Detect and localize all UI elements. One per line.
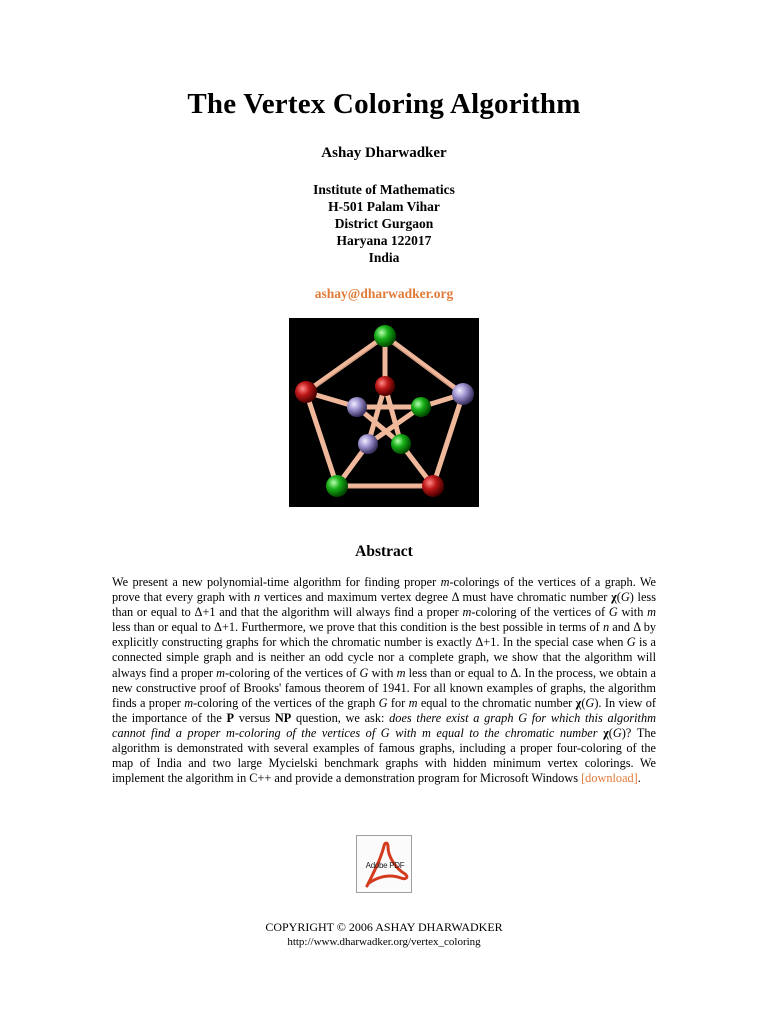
author-name: Ashay Dharwadker — [321, 145, 447, 161]
affiliation-line: Haryana 122017 — [336, 233, 432, 248]
vertex-node — [411, 397, 431, 417]
petersen-graph-figure — [289, 318, 479, 507]
copyright-notice: COPYRIGHT © 2006 ASHAY DHARWADKER — [265, 920, 503, 934]
download-link[interactable]: [download] — [581, 771, 638, 786]
vertex-node — [422, 475, 444, 497]
author-email-link[interactable]: ashay@dharwadker.org — [314, 286, 454, 301]
vertex-node — [452, 383, 474, 405]
adobe-pdf-button[interactable] — [356, 835, 412, 893]
affiliation-line: India — [368, 250, 400, 265]
affiliation-block — [0, 181, 768, 266]
affiliation-line: Institute of Mathematics — [313, 182, 455, 197]
vertex-node — [375, 376, 395, 396]
graph-edges — [306, 336, 463, 486]
paper-url-link[interactable]: http://www.dharwadker.org/vertex_coloring — [287, 936, 481, 948]
vertex-node — [326, 475, 348, 497]
vertex-node — [374, 325, 396, 347]
abstract-heading: Abstract — [355, 543, 413, 560]
vertex-node — [295, 381, 317, 403]
vertex-node — [347, 397, 367, 417]
abstract-body: We present a new polynomial-time algorithm for finding proper m-colorings of the vertices of a graph. We prove that every graph with n vertices and maximum vertex degree Δ must have chromatic number χ(G) less than or equal to Δ+1 and that the algorithm will always find a proper m-coloring of the vertices of G with m less than or equal to Δ+1. Furthermore, we prove that this condition is the best possible in terms of n and Δ by explicitly constructing graphs for which the chromatic number is exactly Δ+1. In the special case when G is a connected simple graph and is neither an odd cycle nor a complete graph, we show that the algorithm will always find a proper m-coloring of the vertices of G with m less than or equal to Δ. In the process, we obtain a new constructive proof of Brooks' famous theorem of 1941. For all known examples of graphs, the algorithm finds a proper m-coloring of the vertices of the graph G for m equal to the chromatic number χ(G). In view of the importance of the P versus NP question, we ask: does there exist a graph G for which this algorithm cannot find a proper m-coloring of the vertices of G with m equal to the chromatic number χ(G)? The algorithm is demonstrated with several examples of famous graphs, including a proper four-coloring of the map of India and two large Mycielski benchmark graphs with hidden minimum vertex colorings. We implement the algorithm in C++ and provide a demonstration program for Microsoft Windows [download]. — [112, 575, 657, 786]
affiliation-line: District Gurgaon — [334, 216, 434, 231]
paper-title: The Vertex Coloring Algorithm — [187, 88, 581, 120]
vertex-node — [391, 434, 411, 454]
affiliation-line: H-501 Palam Vihar — [328, 199, 440, 214]
vertex-node — [358, 434, 378, 454]
adobe-pdf-label: Adobe PDF — [365, 861, 405, 870]
petersen-graph-svg — [289, 318, 479, 507]
